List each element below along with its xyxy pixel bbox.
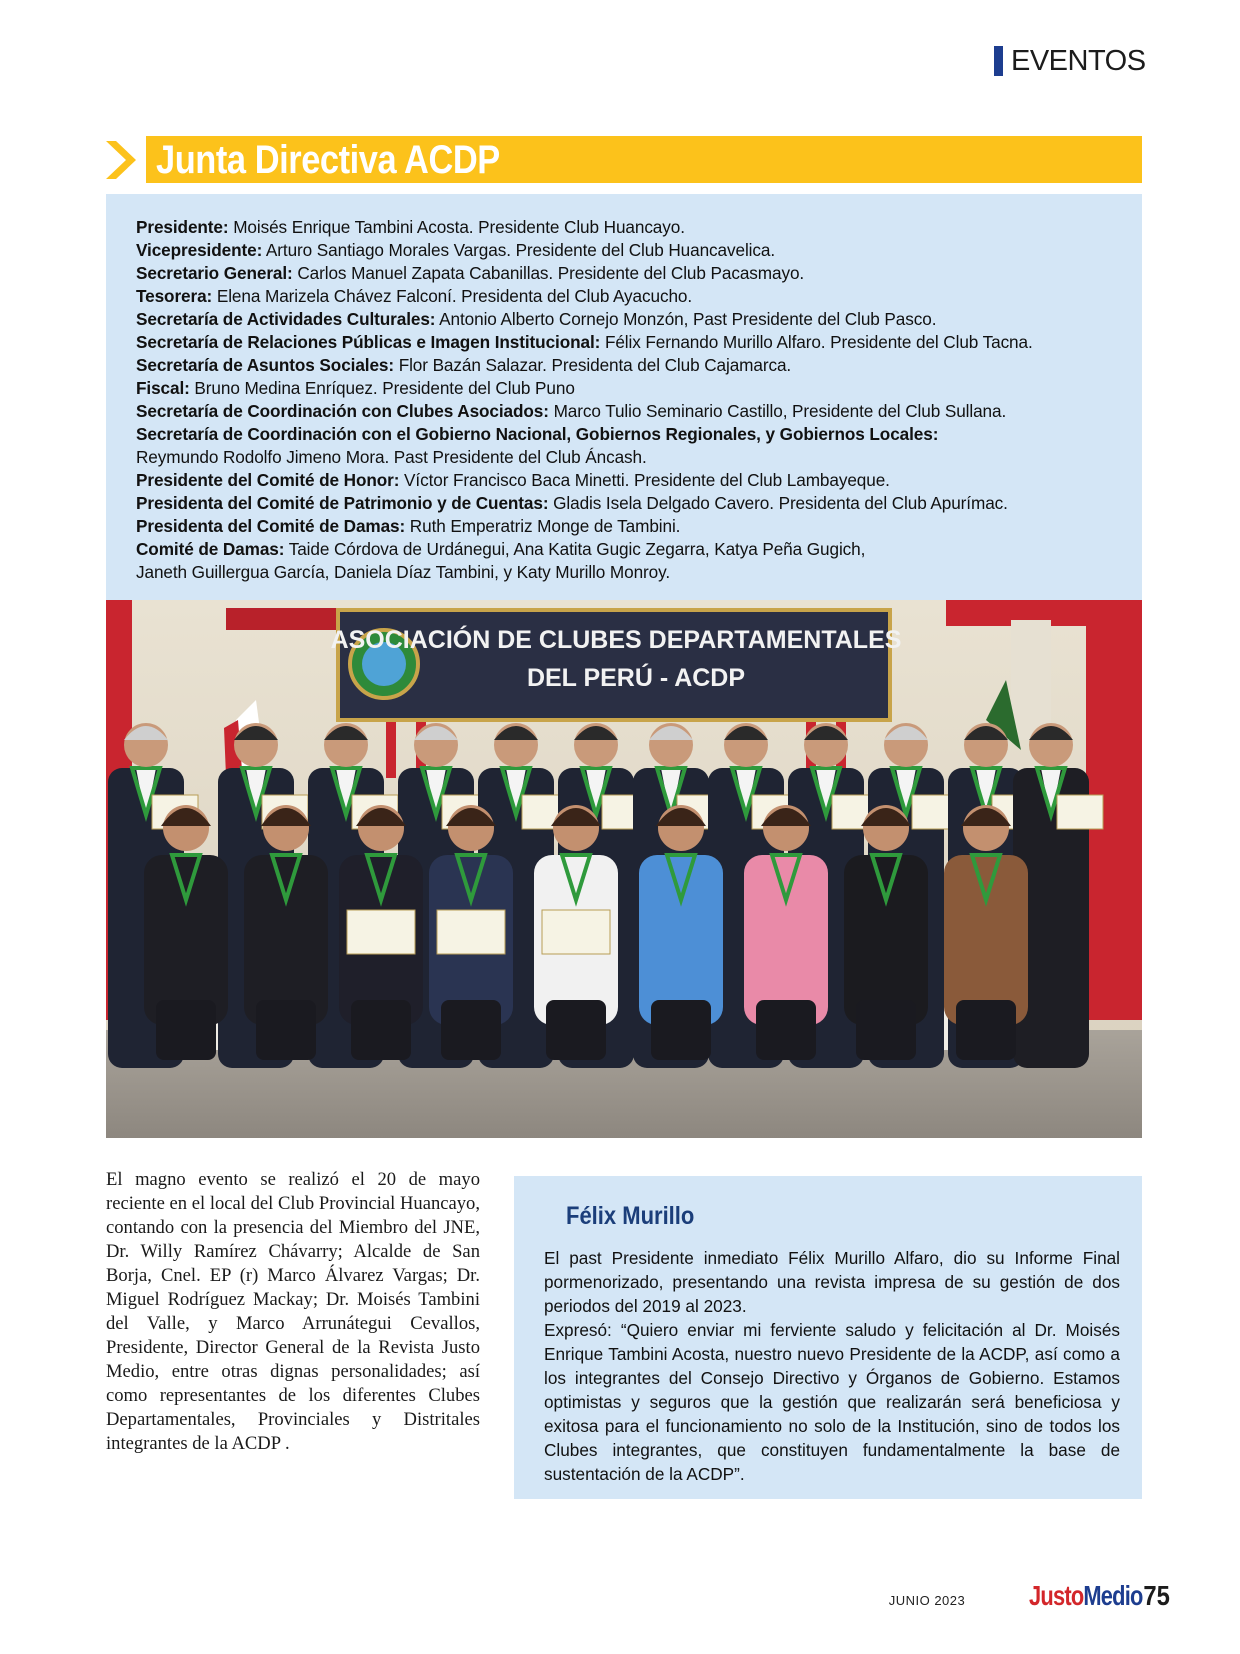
board-member: Janeth Guillergua García, Daniela Díaz Tambini, y Katy Murillo Monroy. bbox=[136, 562, 671, 582]
board-role: Secretaría de Asuntos Sociales: bbox=[136, 355, 395, 375]
page-number: 75 bbox=[1143, 1580, 1170, 1611]
group-photo bbox=[106, 600, 1142, 1138]
sidebar-paragraph-1: El past Presidente inmediato Félix Murillo Alfaro, dio su Informe Final pormenorizado, presentando una revista impresa de su gestión de dos periodos del 2019 al 2023. bbox=[544, 1248, 1120, 1316]
board-box bbox=[106, 194, 1142, 600]
board-member: Taide Córdova de Urdánegui, Ana Katita Gugic Zegarra, Katya Peña Gugich, bbox=[284, 539, 866, 559]
board-role: Secretaría de Coordinación con el Gobierno Nacional, Gobiernos Regionales, y Gobiernos Locales: bbox=[136, 424, 939, 444]
footer-date: JUNIO 2023 bbox=[888, 1593, 966, 1608]
board-line bbox=[136, 538, 1134, 561]
board-member: Marco Tulio Seminario Castillo, Presidente del Club Sullana. bbox=[548, 401, 1007, 421]
section-tag bbox=[994, 46, 1146, 76]
board-member: Reymundo Rodolfo Jimeno Mora. Past Presidente del Club Áncash. bbox=[136, 447, 647, 467]
board-line bbox=[136, 331, 1134, 354]
board-line bbox=[136, 354, 1134, 377]
board-member: Ruth Emperatriz Monge de Tambini. bbox=[405, 516, 681, 536]
brand-logo-part-1: Justo bbox=[1029, 1580, 1084, 1611]
section-label: EVENTOS bbox=[1011, 44, 1146, 77]
board-line bbox=[136, 492, 1134, 515]
board-role: Secretario General: bbox=[136, 263, 293, 283]
board-role: Comité de Damas: bbox=[136, 539, 285, 559]
board-line bbox=[136, 469, 1134, 492]
board-role: Fiscal: bbox=[136, 378, 190, 398]
board-role: Presidente: bbox=[136, 217, 229, 237]
board-role: Presidente del Comité de Honor: bbox=[136, 470, 400, 490]
board-member: Antonio Alberto Cornejo Monzón, Past Presidente del Club Pasco. bbox=[435, 309, 937, 329]
board-member: Carlos Manuel Zapata Cabanillas. Presidente del Club Pacasmayo. bbox=[292, 263, 805, 283]
sidebar-paragraph-2: Expresó: “Quiero enviar mi ferviente saludo y felicitación al Dr. Moisés Enrique Tambini Acosta, nuestro nuevo Presidente de la ACDP, así como a los integrantes del Consejo Directivo y Órganos de Gobierno. Estamos optimistas y seguros que la gestión que realizarán será beneficiosa y exitosa para el funcionamiento no solo de la Institución, sino de todos los Clubes integrantes, que constituyen fundamentalmente la base de sustentación de la ACDP”. bbox=[544, 1320, 1120, 1484]
board-member: Flor Bazán Salazar. Presidenta del Club Cajamarca. bbox=[394, 355, 792, 375]
board-member: Víctor Francisco Baca Minetti. Presidente del Club Lambayeque. bbox=[399, 470, 890, 490]
board-list bbox=[136, 216, 1134, 584]
board-line bbox=[136, 515, 1134, 538]
page-title: Junta Directiva ACDP bbox=[156, 138, 500, 182]
board-line bbox=[136, 308, 1134, 331]
board-role: Presidenta del Comité de Patrimonio y de Cuentas: bbox=[136, 493, 549, 513]
sidebar-title: Félix Murillo bbox=[566, 1202, 695, 1230]
board-member: Félix Fernando Murillo Alfaro. Presidente del Club Tacna. bbox=[600, 332, 1033, 352]
sidebar-box bbox=[514, 1176, 1142, 1499]
board-line bbox=[136, 377, 1134, 400]
board-role: Secretaría de Relaciones Públicas e Imagen Institucional: bbox=[136, 332, 601, 352]
board-role: Tesorera: bbox=[136, 286, 213, 306]
group-photo-illustration bbox=[106, 600, 1142, 1138]
board-line bbox=[136, 446, 1134, 469]
sidebar-body bbox=[544, 1246, 1120, 1486]
intro-paragraph: El magno evento se realizó el 20 de mayo reciente en el local del Club Provincial Huancayo, contando con la presencia del Miembro del JNE, Dr. Willy Ramírez Chávarry; Alcalde de San Borja, Cnel. EP (r) Marco Álvarez Vargas; Dr. Miguel Rodríguez Mackay; Dr. Moisés Tambini del Valle, y Marco Arrunátegui Cevallos, Presidente, Director General de la Revista Justo Medio, entre otras dignas personalidades; así como representantes de los diferentes Clubes Departamentales, Provinciales y Distritales integrantes de la ACDP . bbox=[106, 1169, 480, 1454]
board-line bbox=[136, 216, 1134, 239]
board-line bbox=[136, 561, 1134, 584]
board-member: Gladis Isela Delgado Cavero. Presidenta del Club Apurímac. bbox=[548, 493, 1008, 513]
title-band bbox=[146, 136, 1142, 183]
board-member: Arturo Santiago Morales Vargas. Presidente del Club Huancavelica. bbox=[262, 240, 776, 260]
page-footer bbox=[889, 1580, 1172, 1612]
board-member: Moisés Enrique Tambini Acosta. Presidente Club Huancayo. bbox=[228, 217, 685, 237]
board-line bbox=[136, 239, 1134, 262]
brand-logo bbox=[1029, 1580, 1143, 1612]
banner-line-2: DEL PERÚ - ACDP bbox=[526, 664, 746, 692]
board-member: Bruno Medina Enríquez. Presidente del Club Puno bbox=[189, 378, 575, 398]
board-role: Vicepresidente: bbox=[136, 240, 263, 260]
board-line bbox=[136, 400, 1134, 423]
board-line bbox=[136, 423, 1134, 446]
board-line bbox=[136, 262, 1134, 285]
section-bar bbox=[994, 46, 1003, 76]
board-role: Presidenta del Comité de Damas: bbox=[136, 516, 406, 536]
board-role: Secretaría de Coordinación con Clubes Asociados: bbox=[136, 401, 549, 421]
banner-line-1: ASOCIACIÓN DE CLUBES DEPARTAMENTALES bbox=[330, 626, 902, 654]
board-member: Elena Marizela Chávez Falconí. Presidenta del Club Ayacucho. bbox=[212, 286, 693, 306]
board-line bbox=[136, 285, 1134, 308]
brand-logo-part-2: Medio bbox=[1083, 1580, 1143, 1611]
board-role: Secretaría de Actividades Culturales: bbox=[136, 309, 436, 329]
